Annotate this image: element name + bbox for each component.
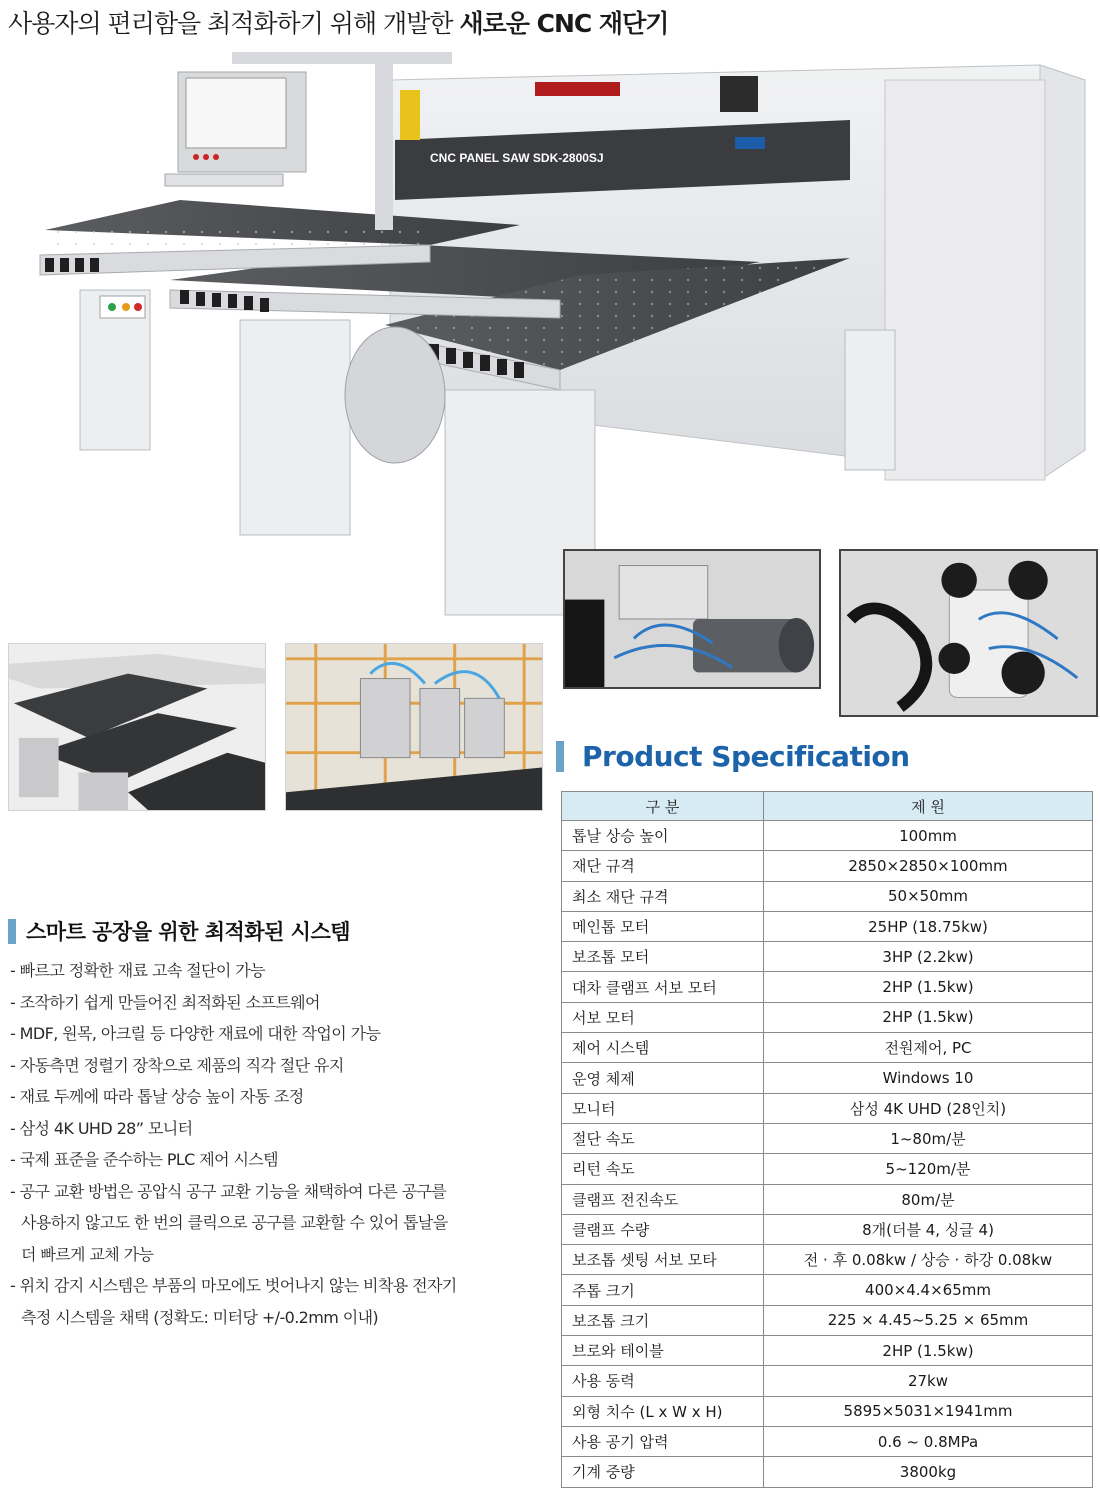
spec-value: 5895×5031×1941mm bbox=[764, 1396, 1093, 1426]
spec-header-value: 제 원 bbox=[764, 792, 1093, 821]
spec-label: 서보 모터 bbox=[562, 1002, 764, 1032]
spec-row bbox=[562, 1426, 1093, 1456]
features-title-text: 스마트 공장을 위한 최적화된 시스템 bbox=[26, 920, 351, 944]
spec-label: 외형 치수 (L x W x H) bbox=[562, 1396, 764, 1426]
spec-row bbox=[562, 1275, 1093, 1305]
page-headline bbox=[8, 4, 668, 40]
panel-saw-label: CNC PANEL SAW SDK-2800SJ bbox=[430, 151, 604, 165]
feature-item bbox=[10, 987, 530, 1019]
spec-value: 2HP (1.5kw) bbox=[764, 1002, 1093, 1032]
spec-row bbox=[562, 1305, 1093, 1335]
spec-row bbox=[562, 1184, 1093, 1214]
machine-photo bbox=[0, 40, 1100, 630]
spec-row bbox=[562, 881, 1093, 911]
title-accent-bar bbox=[556, 741, 564, 772]
feature-text: - 빠르고 정확한 재료 고속 절단이 가능 bbox=[10, 961, 265, 980]
spec-label: 모니터 bbox=[562, 1093, 764, 1123]
headline-bold: 새로운 CNC 재단기 bbox=[459, 9, 669, 38]
spec-label: 주톱 크기 bbox=[562, 1275, 764, 1305]
feature-item bbox=[10, 1270, 530, 1333]
feature-text: 사용하지 않고도 한 번의 클릭으로 공구를 교환할 수 있어 톱날을 bbox=[21, 1213, 448, 1232]
spec-row bbox=[562, 821, 1093, 851]
features-section-title bbox=[8, 916, 350, 946]
spec-row bbox=[562, 1033, 1093, 1063]
feature-text: 측정 시스템을 채택 (정확도: 미터당 +/-0.2mm 이내) bbox=[21, 1307, 379, 1327]
spec-label: 브로와 테이블 bbox=[562, 1336, 764, 1366]
spec-label: 사용 공기 압력 bbox=[562, 1426, 764, 1456]
feature-text: - 조작하기 쉽게 만들어진 최적화된 소프트웨어 bbox=[10, 992, 320, 1012]
feature-item bbox=[10, 1113, 530, 1145]
feature-text: - 위치 감지 시스템은 부품의 마모에도 벗어나지 않는 비착용 전자기 bbox=[10, 1276, 457, 1295]
spec-label: 기계 중량 bbox=[562, 1457, 764, 1487]
detail-photo-motor bbox=[563, 549, 821, 689]
spec-row bbox=[562, 1245, 1093, 1275]
feature-text: - 공구 교환 방법은 공압식 공구 교환 기능을 채택하여 다른 공구를 bbox=[10, 1181, 447, 1201]
spec-label: 보조톱 모터 bbox=[562, 942, 764, 972]
detail-photo-saw-unit bbox=[839, 549, 1098, 717]
spec-row bbox=[562, 1214, 1093, 1244]
spec-label: 톱날 상승 높이 bbox=[562, 821, 764, 851]
spec-label: 대차 클램프 서보 모터 bbox=[562, 972, 764, 1002]
spec-row bbox=[562, 942, 1093, 972]
spec-table bbox=[561, 791, 1093, 1488]
spec-label: 제어 시스템 bbox=[562, 1033, 764, 1063]
spec-label: 보조톱 셋팅 서보 모타 bbox=[562, 1245, 764, 1275]
spec-row bbox=[562, 1002, 1093, 1032]
spec-label: 최소 재단 규격 bbox=[562, 881, 764, 911]
spec-row bbox=[562, 972, 1093, 1002]
spec-value: 2HP (1.5kw) bbox=[764, 972, 1093, 1002]
spec-label: 보조톱 크기 bbox=[562, 1305, 764, 1335]
spec-row bbox=[562, 1093, 1093, 1123]
feature-item bbox=[10, 955, 530, 987]
spec-value: 2HP (1.5kw) bbox=[764, 1336, 1093, 1366]
spec-value: 0.6 ~ 0.8MPa bbox=[764, 1426, 1093, 1456]
feature-text: 더 빠르게 교체 가능 bbox=[21, 1244, 154, 1264]
spec-row bbox=[562, 1123, 1093, 1153]
spec-value: 3800kg bbox=[764, 1457, 1093, 1487]
spec-row bbox=[562, 1336, 1093, 1366]
spec-value: 27kw bbox=[764, 1366, 1093, 1396]
spec-header-row bbox=[562, 792, 1093, 821]
feature-text: - 자동측면 정렬기 장착으로 제품의 직각 절단 유지 bbox=[10, 1055, 344, 1075]
spec-value: 5~120m/분 bbox=[764, 1154, 1093, 1184]
title-accent-bar bbox=[8, 919, 16, 944]
feature-text: - 삼성 4K UHD 28” 모니터 bbox=[10, 1118, 193, 1138]
spec-value: 225 × 4.45~5.25 × 65mm bbox=[764, 1305, 1093, 1335]
spec-value: 80m/분 bbox=[764, 1184, 1093, 1214]
feature-item bbox=[10, 1050, 530, 1082]
detail-photo-clamps bbox=[285, 643, 543, 811]
spec-label: 클램프 전진속도 bbox=[562, 1184, 764, 1214]
spec-value: 전 · 후 0.08kw / 상승 · 하강 0.08kw bbox=[764, 1245, 1093, 1275]
spec-value: 400×4.4×65mm bbox=[764, 1275, 1093, 1305]
feature-text: - MDF, 원목, 아크릴 등 다양한 재료에 대한 작업이 가능 bbox=[10, 1024, 381, 1043]
spec-label: 메인톱 모터 bbox=[562, 911, 764, 941]
spec-value: 삼성 4K UHD (28인치) bbox=[764, 1093, 1093, 1123]
spec-row bbox=[562, 1366, 1093, 1396]
feature-item bbox=[10, 1176, 530, 1271]
spec-label: 리턴 속도 bbox=[562, 1154, 764, 1184]
features-list bbox=[10, 955, 530, 1333]
feature-text: - 국제 표준을 준수하는 PLC 제어 시스템 bbox=[10, 1150, 279, 1169]
spec-value: 100mm bbox=[764, 821, 1093, 851]
feature-item bbox=[10, 1144, 530, 1176]
spec-title-text: Product Specification bbox=[582, 739, 910, 773]
spec-row bbox=[562, 1063, 1093, 1093]
spec-value: 2850×2850×100mm bbox=[764, 851, 1093, 881]
spec-row bbox=[562, 1457, 1093, 1487]
feature-item bbox=[10, 1081, 530, 1113]
feature-text: - 재료 두께에 따라 톱날 상승 높이 자동 조정 bbox=[10, 1087, 304, 1106]
spec-label: 사용 동력 bbox=[562, 1366, 764, 1396]
spec-section-title bbox=[556, 738, 910, 774]
spec-label: 클램프 수량 bbox=[562, 1214, 764, 1244]
spec-value: Windows 10 bbox=[764, 1063, 1093, 1093]
spec-label: 절단 속도 bbox=[562, 1123, 764, 1153]
detail-photo-tables bbox=[8, 643, 266, 811]
spec-value: 3HP (2.2kw) bbox=[764, 942, 1093, 972]
spec-label: 재단 규격 bbox=[562, 851, 764, 881]
spec-value: 전원제어, PC bbox=[764, 1033, 1093, 1063]
feature-item bbox=[10, 1018, 530, 1050]
spec-header-category: 구 분 bbox=[562, 792, 764, 821]
spec-value: 8개(더블 4, 싱글 4) bbox=[764, 1214, 1093, 1244]
spec-row bbox=[562, 851, 1093, 881]
spec-row bbox=[562, 1154, 1093, 1184]
spec-value: 25HP (18.75kw) bbox=[764, 911, 1093, 941]
spec-row bbox=[562, 911, 1093, 941]
headline-plain: 사용자의 편리함을 최적화하기 위해 개발한 bbox=[8, 9, 453, 38]
spec-value: 1~80m/분 bbox=[764, 1123, 1093, 1153]
spec-label: 운영 체제 bbox=[562, 1063, 764, 1093]
spec-value: 50×50mm bbox=[764, 881, 1093, 911]
spec-row bbox=[562, 1396, 1093, 1426]
